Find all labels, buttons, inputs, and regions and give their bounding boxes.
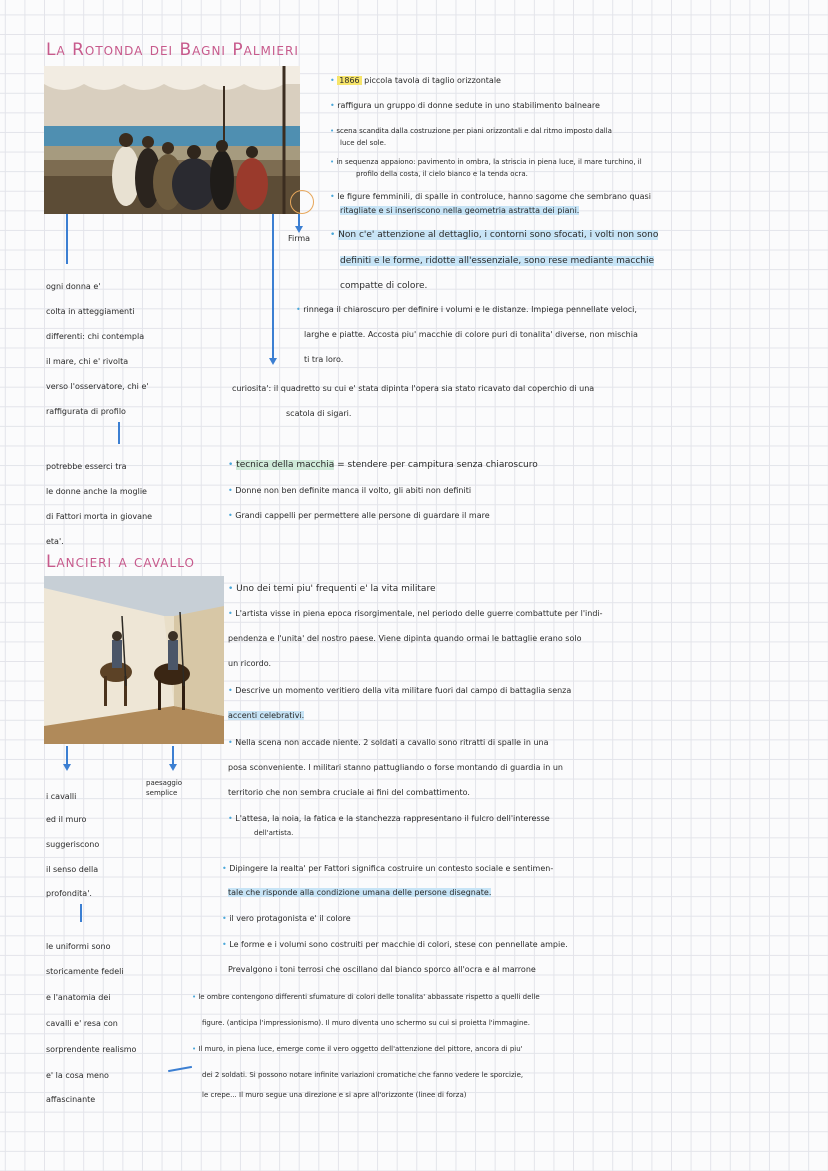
s1-line-3: luce del sole. bbox=[340, 139, 387, 147]
connector-line-5 bbox=[66, 746, 68, 766]
s2-left-note2-0: le uniformi sono bbox=[46, 942, 111, 951]
s1-line-8: • Non c'e' attenzione al dettaglio, i contorni sono sfocati, i volti non sono bbox=[330, 230, 659, 240]
s2-line-19: dei 2 soldati. Si possono notare infinite variazioni cromatiche che fanno vedere le sporcizie, bbox=[202, 1071, 524, 1079]
connector-line-2 bbox=[272, 214, 274, 360]
arrow-left-icon bbox=[168, 1066, 192, 1072]
s2-left-note-2: suggeriscono bbox=[46, 840, 100, 849]
s1-line-4: • in sequenza appaiono: pavimento in ombra, la striscia in piena luce, il mare turchino, il bbox=[330, 158, 642, 166]
s2-line-5: accenti celebrativi. bbox=[228, 711, 305, 720]
arrow-down-icon bbox=[169, 764, 177, 771]
connector-line-7 bbox=[80, 904, 82, 922]
connector-line-1 bbox=[66, 214, 68, 264]
s1-left-note2-0: potrebbe esserci tra bbox=[46, 462, 127, 471]
s2-left-note2-6: affascinante bbox=[46, 1095, 96, 1104]
s2-line-3: un ricordo. bbox=[228, 659, 272, 668]
s2-line-15: Prevalgono i toni terrosi che oscillano dal bianco sporco all'ocra e al marrone bbox=[228, 965, 536, 974]
paesaggio-line-0: paesaggio bbox=[146, 779, 183, 787]
s2-line-2: pendenza e l'unita' del nostro paese. Viene dipinta quando ormai le battaglie erano solo bbox=[228, 634, 582, 643]
s1-line-13: ti tra loro. bbox=[304, 355, 344, 364]
curiosita-line2: scatola di sigari. bbox=[286, 409, 352, 418]
s2-left-note-0: i cavalli bbox=[46, 792, 77, 801]
tecnica-line: • tecnica della macchia = stendere per campitura senza chiaroscuro bbox=[228, 460, 538, 470]
curiosita-line1: curiosita': il quadretto su cui e' stata dipinta l'opera sia stato ricavato dal coperchio di una bbox=[232, 384, 595, 393]
s2-left-note2-1: storicamente fedeli bbox=[46, 967, 124, 976]
point2-line: • Donne non ben definite manca il volto, gli abiti non definiti bbox=[228, 486, 472, 495]
s1-left-note-0: ogni donna e' bbox=[46, 282, 101, 291]
s2-line-6: • Nella scena non accade niente. 2 soldati a cavallo sono ritratti di spalle in una bbox=[228, 738, 549, 747]
s1-left-note-3: il mare, chi e' rivolta bbox=[46, 357, 129, 366]
s1-left-note2-1: le donne anche la moglie bbox=[46, 487, 147, 496]
s1-left-note2-2: di Fattori morta in giovane bbox=[46, 512, 153, 521]
s2-left-note2-3: cavalli e' resa con bbox=[46, 1019, 118, 1028]
section1-title: La Rotonda dei Bagni Palmieri bbox=[46, 40, 299, 60]
s2-line-7: posa sconveniente. I militari stanno pattugliando o forse montando di guardia in un bbox=[228, 763, 563, 772]
s2-line-14: • Le forme e i volumi sono costruiti per macchie di colori, stese con pennellate ampie. bbox=[222, 940, 568, 949]
s1-line-2: • scena scandita dalla costruzione per piani orizzontali e dal ritmo imposto dalla bbox=[330, 127, 612, 135]
s2-line-1: • L'artista visse in piena epoca risorgimentale, nel periodo delle guerre combattute per l'indi- bbox=[228, 609, 603, 618]
s2-left-note2-2: e l'anatomia dei bbox=[46, 993, 111, 1002]
s2-line-16: • le ombre contengono differenti sfumature di colori delle tonalita' abbassate rispetto a quelli delle bbox=[192, 993, 540, 1001]
s1-line-10: compatte di colore. bbox=[340, 281, 428, 291]
s1-left-note-2: differenti: chi contempla bbox=[46, 332, 145, 341]
s1-left-note2-3: eta'. bbox=[46, 537, 64, 546]
arrow-down-icon bbox=[269, 358, 277, 365]
s2-line-0: • Uno dei temi piu' frequenti e' la vita militare bbox=[228, 584, 436, 594]
arrow-down-icon bbox=[295, 226, 303, 233]
connector-line-4 bbox=[118, 422, 120, 444]
s2-line-12: tale che risponde alla condizione umana delle persone disegnate. bbox=[228, 888, 492, 897]
s2-line-9: • L'attesa, la noia, la fatica e la stanchezza rappresentano il fulcro dell'interesse bbox=[228, 814, 550, 823]
s2-line-11: • Dipingere la realta' per Fattori significa costruire un contesto sociale e sentimen- bbox=[222, 864, 554, 873]
rotonda-painting bbox=[44, 66, 300, 214]
s2-line-18: • Il muro, in piena luce, emerge come il vero oggetto dell'attenzione del pittore, ancora di piu' bbox=[192, 1045, 523, 1053]
paesaggio-line-1: semplice bbox=[146, 789, 178, 797]
s1-line-1: • raffigura un gruppo di donne sedute in uno stabilimento balneare bbox=[330, 101, 600, 110]
s1-line-5: profilo della costa, il cielo bianco e la tenda ocra. bbox=[356, 170, 528, 178]
s1-line-12: larghe e piatte. Accosta piu' macchie di colore puri di tonalita' diverse, non mischia bbox=[304, 330, 638, 339]
arrow-down-icon bbox=[63, 764, 71, 771]
s2-line-17: figure. (anticipa l'impressionismo). Il muro diventa uno schermo su cui si proietta l'immagine. bbox=[202, 1019, 530, 1027]
s2-line-13: • il vero protagonista e' il colore bbox=[222, 914, 351, 923]
connector-line-6 bbox=[172, 746, 174, 766]
s2-left-note2-4: sorprendente realismo bbox=[46, 1045, 137, 1054]
point3-line: • Grandi cappelli per permettere alle persone di guardare il mare bbox=[228, 511, 490, 520]
s1-line-11: • rinnega il chiaroscuro per definire i volumi e le distanze. Impiega pennellate veloci, bbox=[296, 305, 637, 314]
s1-left-note-5: raffigurata di profilo bbox=[46, 407, 126, 416]
s1-left-note-4: verso l'osservatore, chi e' bbox=[46, 382, 149, 391]
s1-line-6: • le figure femminili, di spalle in controluce, hanno sagome che sembrano quasi bbox=[330, 192, 651, 201]
section2-title: Lancieri a cavallo bbox=[46, 552, 195, 572]
s2-left-note2-5: e' la cosa meno bbox=[46, 1071, 109, 1080]
signature-circle bbox=[290, 190, 314, 214]
s2-line-8: territorio che non sembra cruciale ai fini del combattimento. bbox=[228, 788, 470, 797]
s2-line-10: dell'artista. bbox=[254, 829, 294, 837]
s1-line-7: ritagliate e si inseriscono nella geometria astratta dei piani. bbox=[340, 206, 580, 215]
lancieri-painting bbox=[44, 576, 224, 744]
year-1866: 1866 bbox=[339, 76, 360, 85]
s1-left-note-1: colta in atteggiamenti bbox=[46, 307, 135, 316]
firma-label: Firma bbox=[288, 234, 311, 243]
s1-line-0: • 1866 piccola tavola di taglio orizzontale bbox=[330, 76, 501, 85]
s2-left-note-1: ed il muro bbox=[46, 815, 87, 824]
s2-left-note-3: il senso della bbox=[46, 865, 99, 874]
s2-line-20: le crepe... Il muro segue una direzione e si apre all'orizzonte (linee di forza) bbox=[202, 1091, 467, 1099]
s2-left-note-4: profondita'. bbox=[46, 889, 92, 898]
s1-line-9: definiti e le forme, ridotte all'essenziale, sono rese mediante macchie bbox=[340, 256, 655, 266]
s2-line-4: • Descrive un momento veritiero della vita militare fuori dal campo di battaglia senza bbox=[228, 686, 572, 695]
